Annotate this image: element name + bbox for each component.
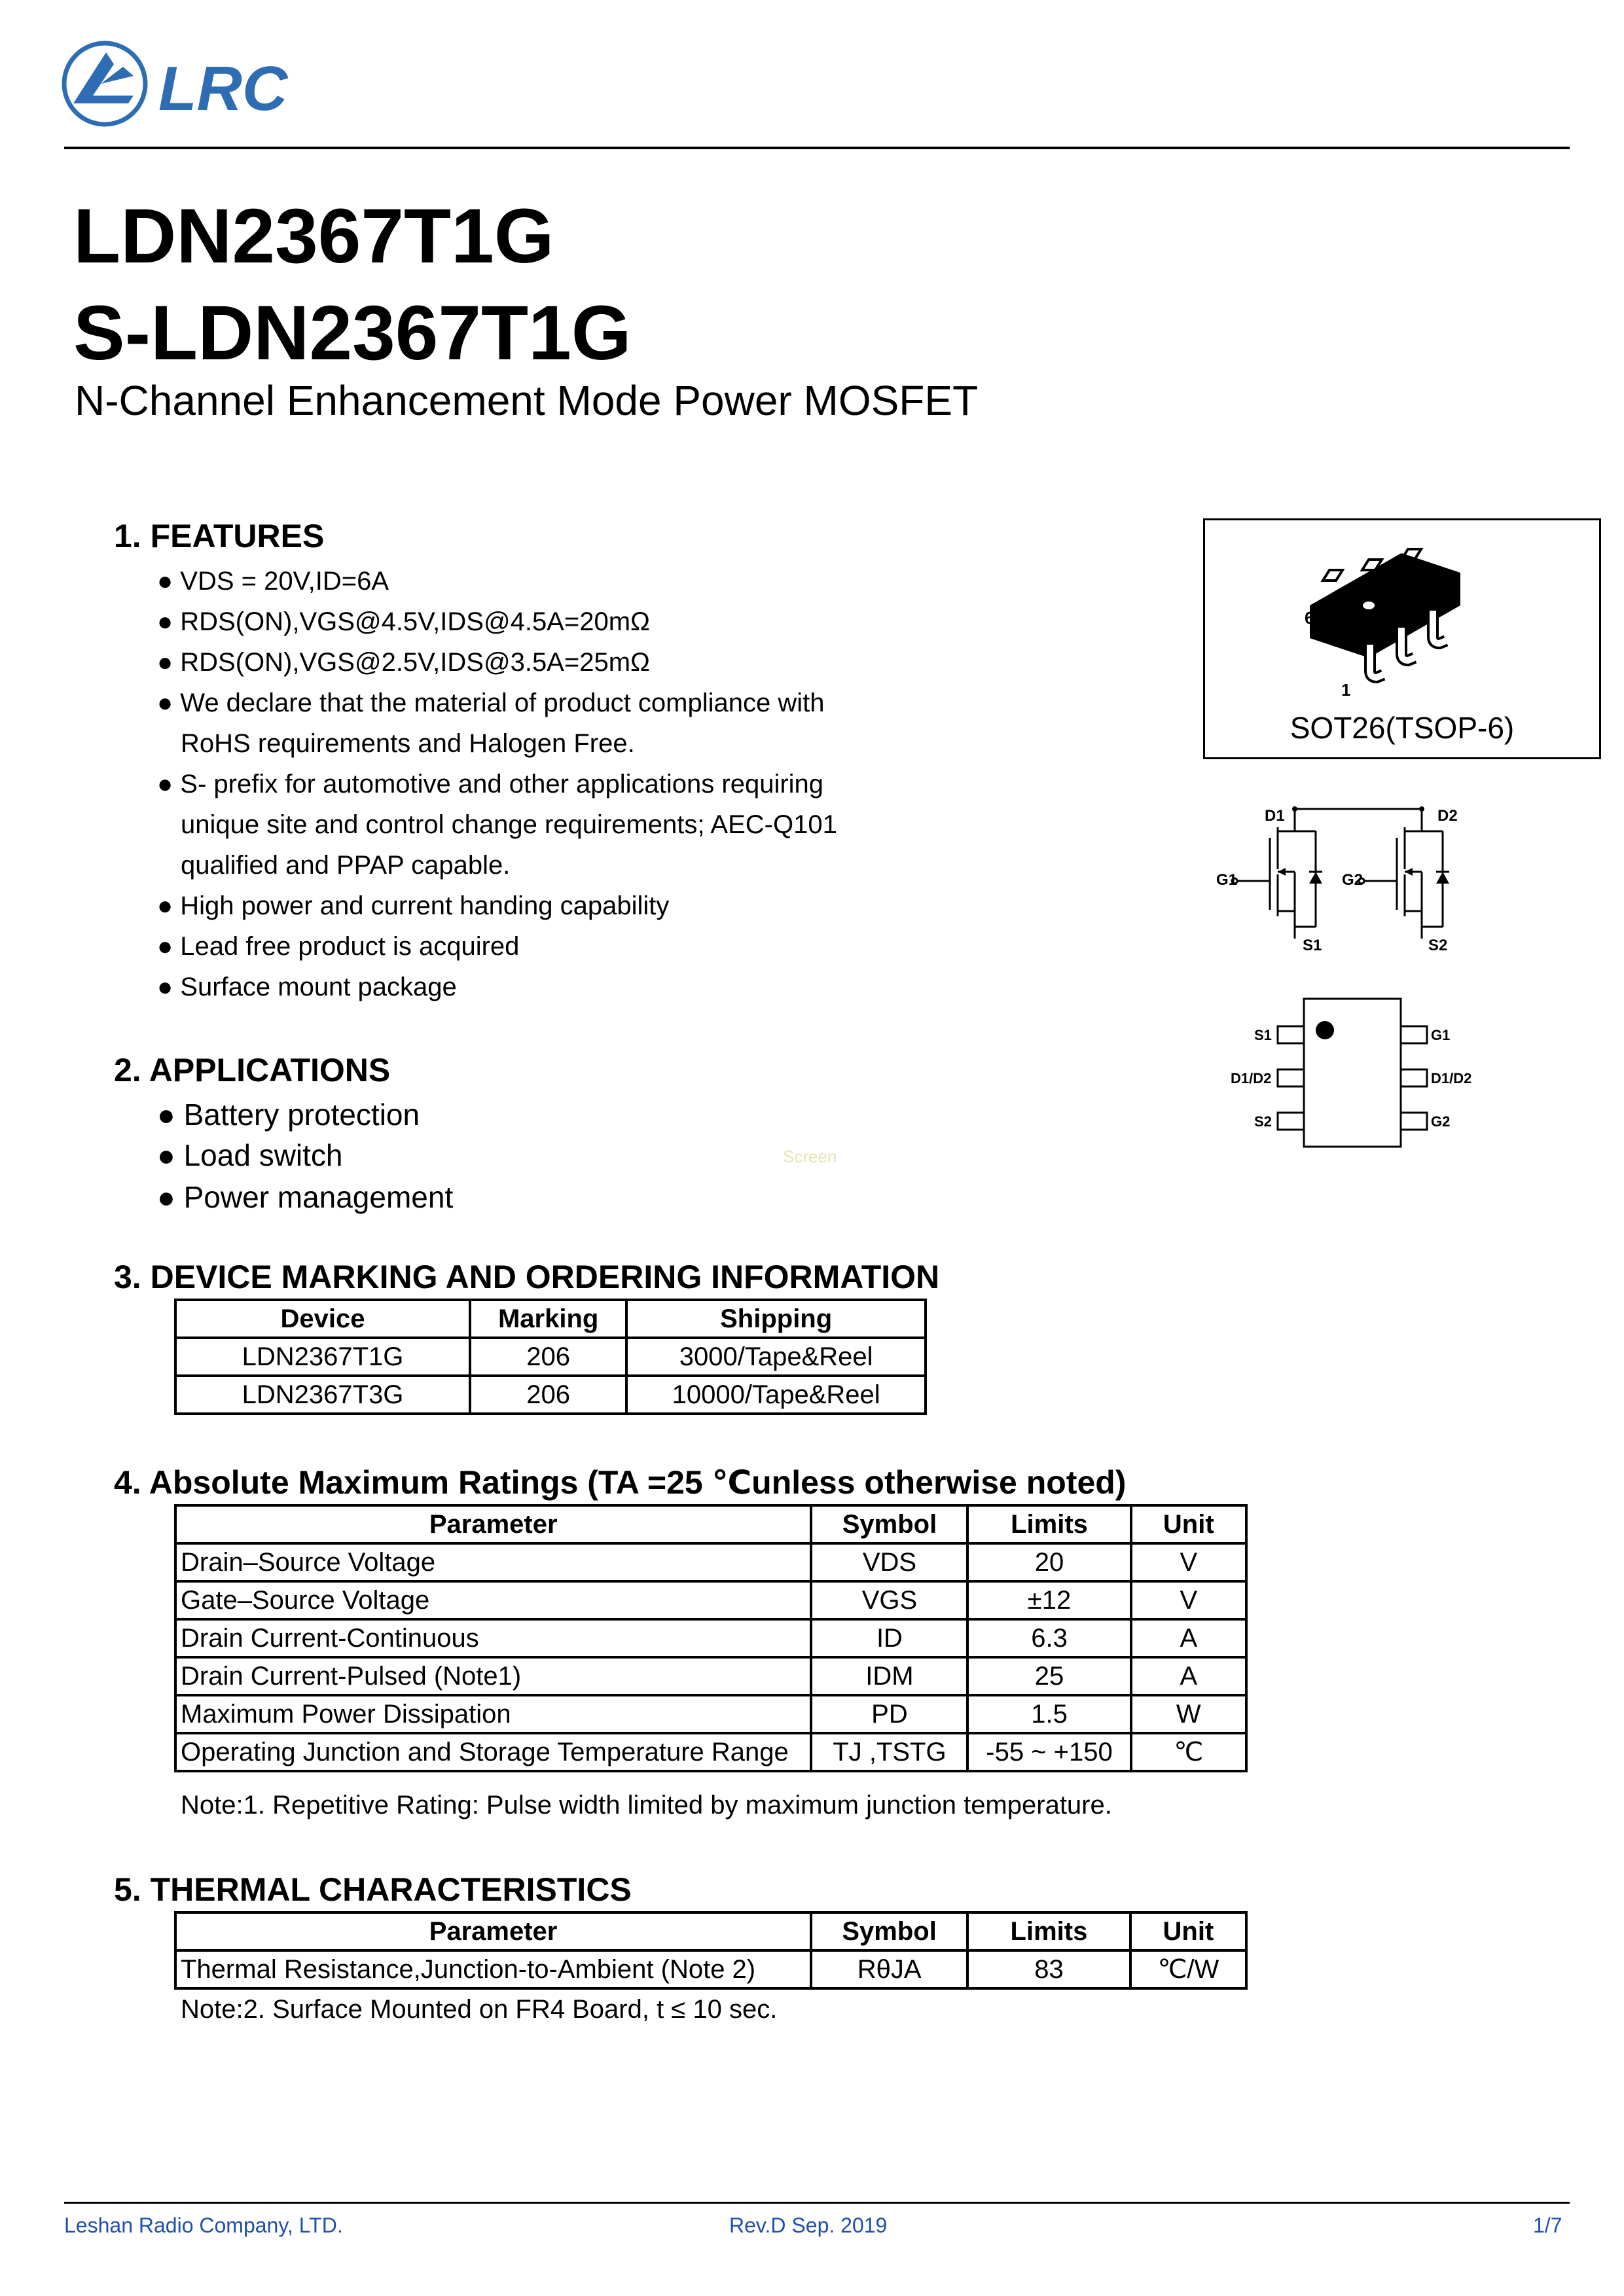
thermal-note: Note:2. Surface Mounted on FR4 Board, t ≤ 10 sec.: [181, 1995, 778, 2024]
svg-text:D1/D2: D1/D2: [1231, 1070, 1272, 1086]
unit-cell: A: [1131, 1619, 1246, 1657]
col-parameter: Parameter: [175, 1912, 811, 1950]
marking-cell: 206: [470, 1376, 626, 1414]
symbol-cell: IDM: [811, 1657, 967, 1695]
symbol-cell: TJ ,TSTG: [811, 1733, 967, 1771]
feature-item: ● RDS(ON),VGS@2.5V,IDS@3.5A=25mΩ: [157, 648, 650, 677]
watermark-text: Screen: [783, 1147, 837, 1166]
lrc-logo: [60, 38, 322, 130]
symbol-cell: PD: [811, 1695, 967, 1733]
pinout-diagram: [1218, 994, 1492, 1157]
svg-text:1: 1: [1341, 680, 1351, 700]
svg-text:D2: D2: [1437, 807, 1458, 825]
shipping-cell: 3000/Tape&Reel: [626, 1338, 926, 1376]
parameter-cell: Drain Current-Pulsed (Note1): [175, 1657, 811, 1695]
parameter-cell: Thermal Resistance,Junction-to-Ambient (Note 2): [175, 1950, 811, 1988]
ratings-table: [174, 1504, 1248, 1772]
limits-cell: 1.5: [967, 1695, 1130, 1733]
footer-company: Leshan Radio Company, LTD.: [64, 2214, 343, 2237]
device-cell: LDN2367T3G: [175, 1376, 470, 1414]
unit-cell: ℃/W: [1130, 1950, 1246, 1988]
footer-page-number: 1/7: [1533, 2214, 1562, 2237]
col-unit: Unit: [1131, 1505, 1246, 1543]
limits-cell: 20: [967, 1543, 1130, 1581]
parameter-cell: Drain–Source Voltage: [175, 1543, 811, 1581]
header-rule: [64, 147, 1570, 149]
symbol-cell: ID: [811, 1619, 967, 1657]
svg-text:S1: S1: [1254, 1027, 1272, 1043]
svg-text:S2: S2: [1254, 1113, 1272, 1130]
footer-rule: [64, 2202, 1570, 2204]
feature-item: ● High power and current handing capability: [157, 891, 670, 920]
device-cell: LDN2367T1G: [175, 1338, 470, 1376]
feature-item: ● Lead free product is acquired: [157, 932, 520, 961]
col-shipping: Shipping: [626, 1300, 926, 1338]
table-header-row: [175, 1505, 1246, 1543]
table-row: [175, 1581, 1246, 1619]
svg-text:D1/D2: D1/D2: [1431, 1070, 1472, 1086]
application-item: ● Power management: [157, 1180, 454, 1214]
svg-text:G1: G1: [1431, 1027, 1451, 1043]
applications-heading: 2. APPLICATIONS: [114, 1052, 391, 1088]
parameter-cell: Gate–Source Voltage: [175, 1581, 811, 1619]
svg-text:S1: S1: [1303, 937, 1322, 954]
col-marking: Marking: [470, 1300, 626, 1338]
table-row: [175, 1733, 1246, 1771]
unit-cell: W: [1131, 1695, 1246, 1733]
features-heading: 1. FEATURES: [114, 518, 325, 554]
parameter-cell: Operating Junction and Storage Temperature Range: [175, 1733, 811, 1771]
table-row: [175, 1543, 1246, 1581]
table-header-row: [175, 1300, 926, 1338]
feature-item-cont: RoHS requirements and Halogen Free.: [181, 729, 635, 758]
svg-text:6: 6: [1305, 608, 1314, 628]
dual-mosfet-schematic: [1204, 798, 1492, 962]
thermal-table: [174, 1911, 1248, 1990]
feature-item: ● Surface mount package: [157, 973, 457, 1001]
symbol-cell: VDS: [811, 1543, 967, 1581]
unit-cell: V: [1131, 1543, 1246, 1581]
feature-item-cont: qualified and PPAP capable.: [181, 851, 511, 880]
marking-cell: 206: [470, 1338, 626, 1376]
svg-text:LRC: LRC: [158, 54, 288, 124]
shipping-cell: 10000/Tape&Reel: [626, 1376, 926, 1414]
table-row: [175, 1657, 1246, 1695]
unit-cell: A: [1131, 1657, 1246, 1695]
col-device: Device: [175, 1300, 470, 1338]
thermal-heading: 5. THERMAL CHARACTERISTICS: [114, 1871, 632, 1908]
table-header-row: [175, 1912, 1246, 1950]
sot26-package-icon: [1271, 547, 1493, 704]
ratings-note: Note:1. Repetitive Rating: Pulse width limited by maximum junction temperature.: [181, 1791, 1112, 1820]
col-limits: Limits: [967, 1505, 1130, 1543]
ratings-heading: 4. Absolute Maximum Ratings (TA =25 ℃unless otherwise noted): [114, 1464, 1127, 1501]
page-subtitle: N-Channel Enhancement Mode Power MOSFET: [75, 377, 979, 424]
table-row: [175, 1338, 926, 1376]
footer-revision: Rev.D Sep. 2019: [729, 2214, 888, 2237]
table-row: [175, 1695, 1246, 1733]
feature-item: ● We declare that the material of product compliance with: [157, 689, 825, 717]
limits-cell: 83: [967, 1950, 1130, 1988]
svg-text:G1: G1: [1216, 871, 1238, 889]
limits-cell: ±12: [967, 1581, 1130, 1619]
marking-heading: 3. DEVICE MARKING AND ORDERING INFORMATION: [114, 1259, 940, 1295]
application-item: ● Load switch: [157, 1138, 343, 1172]
limits-cell: -55 ~ +150: [967, 1733, 1130, 1771]
col-parameter: Parameter: [175, 1505, 811, 1543]
part-number-s: S-LDN2367T1G: [73, 290, 632, 376]
col-unit: Unit: [1130, 1912, 1246, 1950]
feature-item-cont: unique site and control change requirements; AEC-Q101: [181, 810, 837, 839]
col-symbol: Symbol: [811, 1505, 967, 1543]
symbol-cell: VGS: [811, 1581, 967, 1619]
lrc-logo-mark: [60, 38, 322, 130]
svg-text:S2: S2: [1428, 937, 1448, 954]
unit-cell: ℃: [1131, 1733, 1246, 1771]
svg-text:G2: G2: [1431, 1113, 1451, 1130]
svg-text:D1: D1: [1265, 807, 1285, 825]
unit-cell: V: [1131, 1581, 1246, 1619]
table-row: [175, 1950, 1246, 1988]
table-row: [175, 1619, 1246, 1657]
col-limits: Limits: [967, 1912, 1130, 1950]
limits-cell: 6.3: [967, 1619, 1130, 1657]
parameter-cell: Maximum Power Dissipation: [175, 1695, 811, 1733]
parameter-cell: Drain Current-Continuous: [175, 1619, 811, 1657]
feature-item: ● S- prefix for automotive and other applications requiring: [157, 770, 824, 798]
feature-item: ● RDS(ON),VGS@4.5V,IDS@4.5A=20mΩ: [157, 607, 650, 636]
package-box: [1203, 518, 1601, 759]
marking-table: [174, 1299, 927, 1415]
col-symbol: Symbol: [811, 1912, 967, 1950]
symbol-cell: RθJA: [811, 1950, 967, 1988]
limits-cell: 25: [967, 1657, 1130, 1695]
application-item: ● Battery protection: [157, 1098, 420, 1132]
part-number: LDN2367T1G: [73, 193, 554, 279]
package-label: SOT26(TSOP-6): [1290, 711, 1515, 745]
svg-text:G2: G2: [1342, 871, 1363, 889]
table-row: [175, 1376, 926, 1414]
feature-item: ● VDS = 20V,ID=6A: [157, 567, 389, 596]
